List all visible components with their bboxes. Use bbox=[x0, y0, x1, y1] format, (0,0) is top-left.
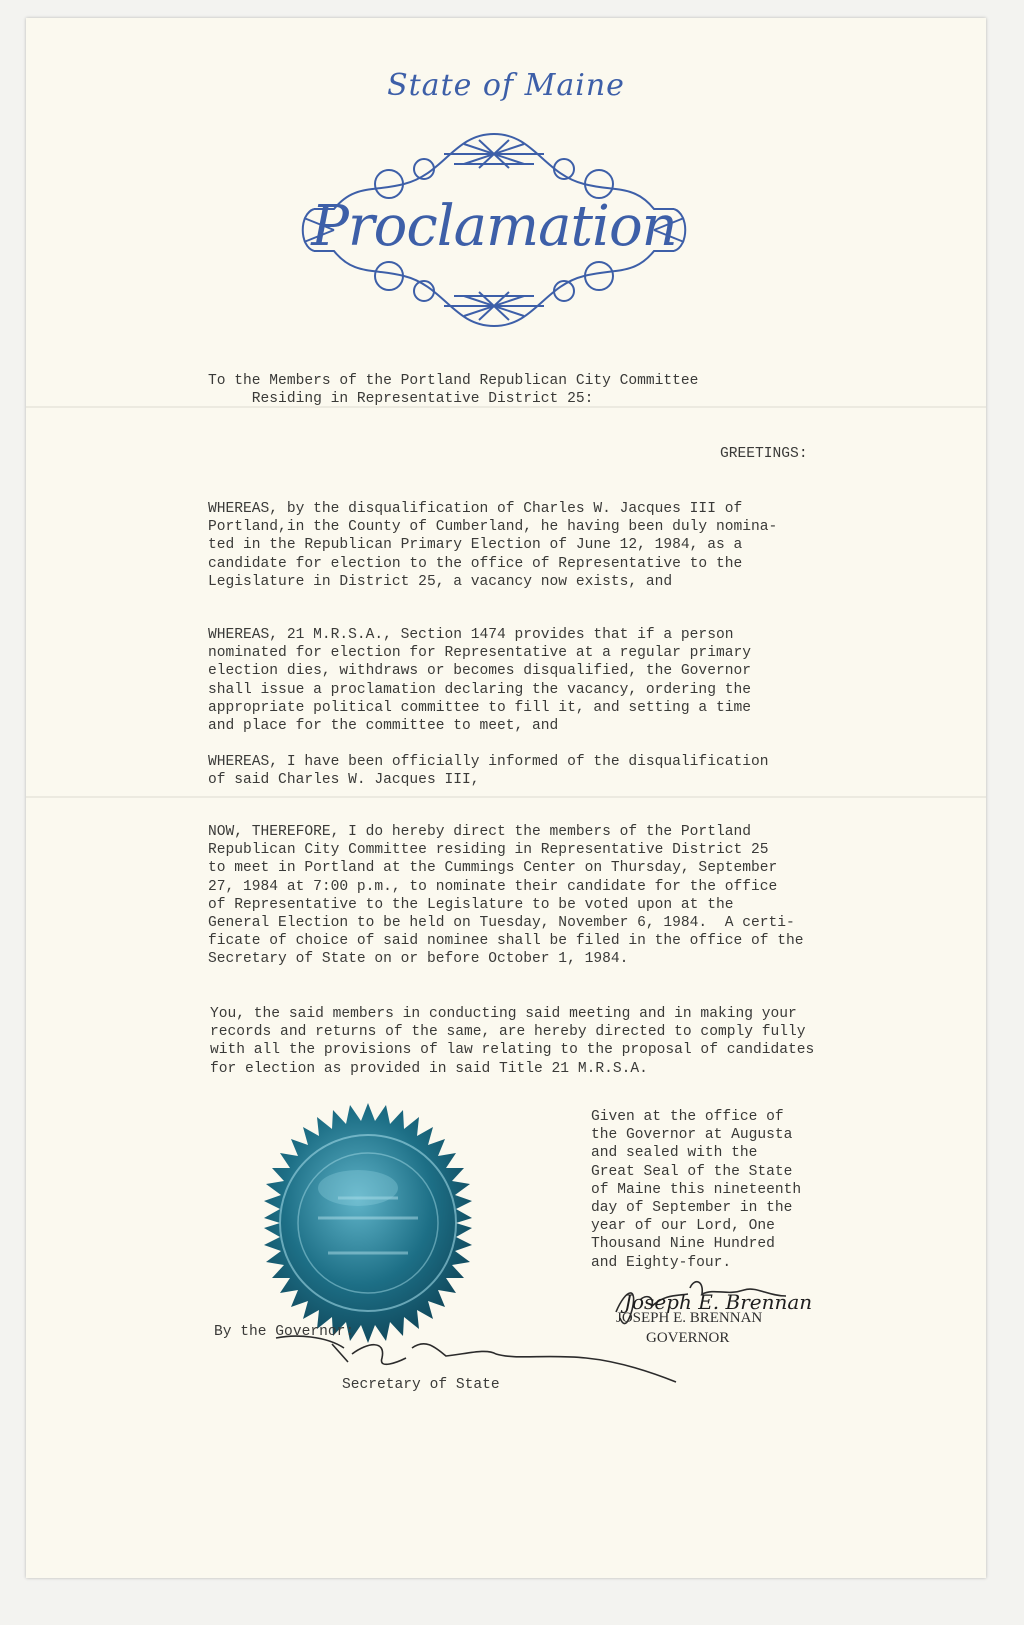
governor-signature: Joseph E. Brennan bbox=[624, 1290, 813, 1314]
address-line-2: Residing in Representative District 25: bbox=[208, 391, 594, 407]
by-the-governor-label: By the Governor: bbox=[214, 1324, 355, 1340]
therefore-paragraph: NOW, THEREFORE, I do hereby direct the members of the Portland Republican City Committee residing in Representative District 25 to meet in Portland at the Cummings Center on Thursday, September 27, 1984 at 7:00 p.m., to nominate their candidate for the office of Representative to the Legislature to be voted upon at the General Election to be held on Tuesday, November 6, 1984. A certi- ficate of choice of said nominee shall be filed in the office of the Secretary of State on or before October 1, 1984. bbox=[208, 824, 804, 968]
whereas-paragraph-1: WHEREAS, by the disqualification of Charles W. Jacques III of Portland,in the County of Cumberland, he having been duly nomina- ted in the Republican Primary Election of June 12, 1984, as a candidate for election to the office of Representative to the Legislature in District 25, a vacancy now exists, and bbox=[208, 501, 778, 590]
governor-title: GOVERNOR bbox=[646, 1330, 730, 1346]
whereas-paragraph-2: WHEREAS, 21 M.R.S.A., Section 1474 provides that if a person nominated for election for Representative at a regular primary election dies, withdraws or becomes disqualified, the Governor shall issue a proclamation declaring the vacancy, ordering the appropriate political committee to fill it, and setting a time and place for the committee to meet, and bbox=[208, 627, 751, 735]
whereas-paragraph-3: WHEREAS, I have been officially informed of the disqualification of said Charles W. Jacques III, bbox=[208, 754, 769, 789]
governor-name: JOSEPH E. BRENNAN bbox=[616, 1310, 763, 1326]
address-line-1: To the Members of the Portland Republican City Committee bbox=[208, 373, 699, 389]
great-seal-icon bbox=[248, 1103, 488, 1343]
fold-line bbox=[26, 796, 986, 798]
state-heading: State of Maine bbox=[387, 68, 625, 103]
proclamation-document bbox=[26, 18, 986, 1578]
given-statement: Given at the office of the Governor at Augusta and sealed with the Great Seal of the State of Maine this nineteenth day of September in the year of our Lord, One Thousand Nine Hundred and Eighty-four. bbox=[591, 1109, 802, 1271]
greetings: GREETINGS: bbox=[720, 446, 808, 462]
proclamation-title: Proclamation bbox=[311, 194, 677, 259]
secretary-of-state-title: Secretary of State bbox=[342, 1377, 500, 1393]
directive-paragraph: You, the said members in conducting said meeting and in making your records and returns of the same, are hereby directed to comply fully with all the provisions of law relating to the proposal of candidates for election as provided in said Title 21 M.R.S.A. bbox=[210, 1006, 815, 1077]
